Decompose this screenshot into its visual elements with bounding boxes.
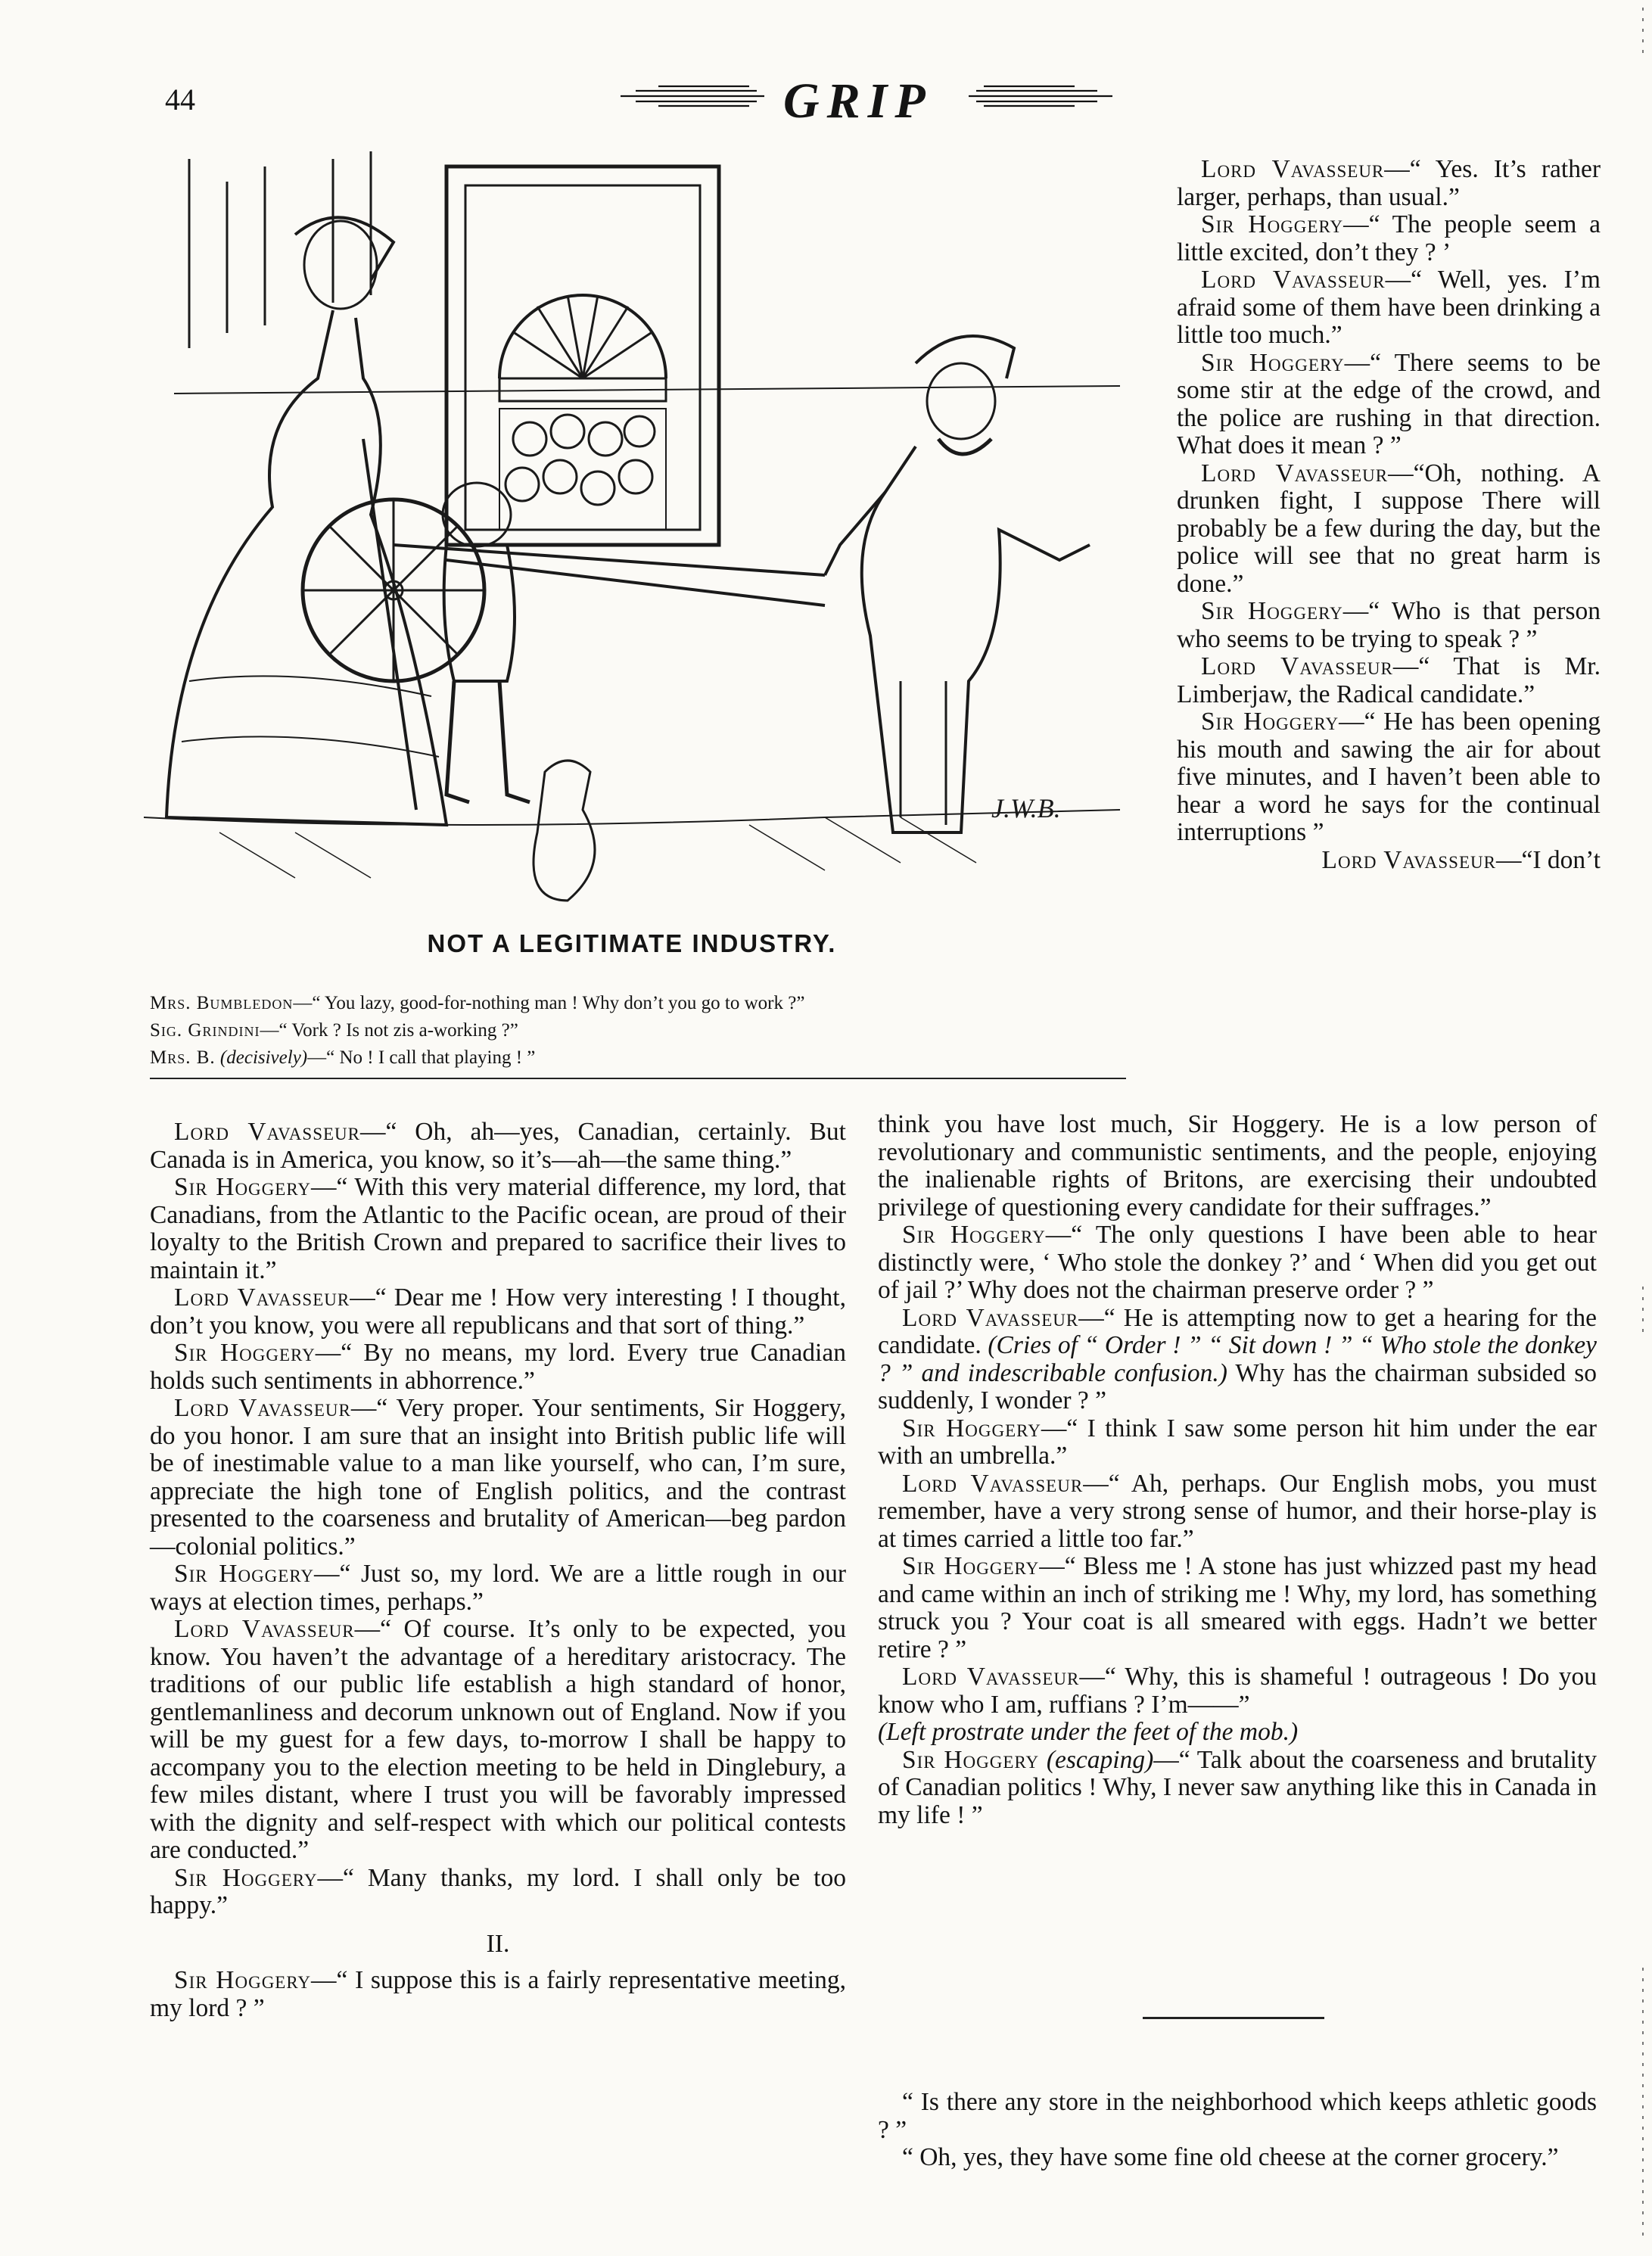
speaker-name: Sir Hoggery	[174, 1966, 312, 1994]
dialogue-paragraph	[1177, 708, 1601, 847]
speech-text: —“ Yes. It’s rather larger, perhaps, than usual.”	[1177, 155, 1601, 211]
caption-text: —“ You lazy, good-for-nothing man ! Why don’t you go to work ?”	[293, 993, 805, 1013]
joke-question: “ Is there any store in the neighborhood which keeps athletic goods ? ”	[878, 2088, 1597, 2144]
section-divider	[1143, 2017, 1324, 2019]
dialogue-paragraph	[150, 1119, 846, 1174]
speech-text: —“ Bless me ! A stone has just whizzed past my head and came within an inch of striking me ! Why, my lord, has something struck you ? Your coat is all smeared with eggs. Hadn’t we better retire ? ”	[878, 1552, 1597, 1663]
speaker-name: Lord Vavasseur	[174, 1394, 351, 1422]
caption-rule	[150, 1078, 1126, 1079]
right-column	[1177, 156, 1601, 874]
speaker-name: Sir Hoggery	[174, 1863, 318, 1892]
middle-column	[878, 1111, 1597, 1829]
speaker-name: Lord Vavasseur	[1201, 266, 1386, 294]
speaker-name: Sir Hoggery	[902, 1414, 1041, 1442]
artist-signature: J.W.B.	[991, 793, 1061, 823]
caption-speaker: Sig. Grindini	[150, 1020, 260, 1041]
speaker-name: Sir Hoggery	[1201, 348, 1345, 377]
joke-block	[878, 2089, 1597, 2172]
continuation-paragraph: think you have lost much, Sir Hoggery. He is a low person of revolutionary and communistic sentiments, and the people, enjoying the inalienable rights of Britons, are exercising their undoubted privilege of questioning every candidate for their suffrages.”	[878, 1110, 1597, 1221]
speaker-name: Sir Hoggery	[902, 1552, 1040, 1580]
dialogue-paragraph	[1177, 156, 1601, 211]
speaker-name: Lord Vavasseur	[174, 1118, 360, 1146]
dialogue-paragraph	[150, 1967, 846, 2022]
masthead-title: GRIP	[783, 73, 933, 129]
stage-direction: (Cries of “ Order ! ” “ Sit down ! ” “ Who stole the donkey ? ” and indescribable confusion.)	[878, 1331, 1597, 1387]
speaker-name: Sir Hoggery	[1201, 708, 1339, 736]
speaker-name: Lord Vavasseur	[174, 1615, 355, 1643]
dialogue-paragraph	[1177, 460, 1601, 599]
page-number: 44	[165, 82, 195, 117]
cartoon-title: NOT A LEGITIMATE INDUSTRY.	[427, 929, 837, 957]
speaker-name: Lord Vavasseur	[1201, 155, 1385, 183]
street-organ-illustration	[144, 151, 1120, 916]
speaker-name: Lord Vavasseur	[902, 1663, 1080, 1691]
left-column	[150, 1119, 846, 2022]
speaker-name: Sir Hoggery	[1201, 597, 1343, 625]
dialogue-paragraph	[150, 1865, 846, 1920]
speech-text: —“ The people seem a little excited, don’t they ? ’	[1177, 210, 1601, 266]
speaker-name: Lord Vavasseur	[902, 1469, 1084, 1498]
caption-speaker: Mrs. Bumbledon	[150, 993, 294, 1013]
speaker-name: Sir Hoggery	[174, 1560, 315, 1588]
joke-answer: “ Oh, yes, they have some fine old cheese at the corner grocery.”	[902, 2143, 1559, 2171]
speech-text: —“ Who is that person who seems to be trying to speak ? ”	[1177, 597, 1601, 653]
speaker-name: Sir Hoggery	[902, 1221, 1046, 1249]
speech-text: —“ Just so, my lord. We are a little rough in our ways at election times, perhaps.”	[150, 1560, 846, 1616]
dialogue-paragraph	[1177, 653, 1601, 708]
dialogue-paragraph	[150, 1284, 846, 1340]
dialogue-paragraph	[878, 1415, 1597, 1470]
speech-text: —“ He is attempting now to get a hearing for the candidate.	[878, 1303, 1597, 1359]
stage-direction	[878, 1719, 1597, 1747]
speech-text: —“Oh, nothing. A drunken fight, I suppose There will probably be a few during the day, but the police will see that no great harm is done.”	[1177, 459, 1601, 598]
speaker-name: Lord Vavasseur	[1201, 652, 1393, 680]
dialogue-paragraph	[878, 1747, 1597, 1830]
speaker-name: Sir Hoggery	[902, 1745, 1040, 1774]
speech-text: —“ By no means, my lord. Every true Canadian holds such sentiments in abhorrence.”	[150, 1339, 846, 1395]
speech-text: —“ Talk about the coarseness and brutality of Canadian politics ! Why, I never saw anything like this in Canada in my life ! ”	[878, 1745, 1597, 1829]
dialogue-paragraph	[150, 1616, 846, 1865]
dialogue-paragraph	[1177, 211, 1601, 266]
dialogue-paragraph	[878, 1553, 1597, 1663]
caption-text: —“ Vork ? Is not zis a-working ?”	[260, 1020, 518, 1041]
speech-text: —“ Of course. It’s only to be expected, you know. You haven’t the advantage of a hereditary aristocracy. The traditions of our public life establish a high standard of honor, gentlemanliness and decorum unknown out of England. Now if you will be my guest for a few days, to-morrow I shall be happy to accompany you to the election meeting to be held in Dinglebury, a few miles distant, where I trust you will be favorably impressed with the dignity and self-respect with which our political contests are conducted.”	[150, 1615, 846, 1864]
dialogue-paragraph	[150, 1395, 846, 1561]
caption-line-3	[150, 1047, 1126, 1069]
speech-text: —“ Very proper. Your sentiments, Sir Hoggery, do you honor. I am sure that an insight into British public life will be of inestimable value to a man like yourself, who can, I’m sure, appreciate the high tone of English politics, and the contrast presented to the coarseness and brutality of American—beg pardon—colonial politics.”	[150, 1394, 846, 1561]
speech-text: —“ Oh, ah—yes, Canadian, certainly. But Canada is in America, you know, so it’s—ah—the same thing.”	[150, 1118, 846, 1174]
speech-text: —“ Many thanks, my lord. I shall only be too happy.”	[150, 1863, 846, 1919]
dialogue-paragraph	[150, 1174, 846, 1284]
dialogue-paragraph	[1177, 266, 1601, 350]
caption-speaker: Mrs. B.	[150, 1047, 216, 1068]
dialogue-paragraph	[1177, 350, 1601, 460]
dialogue-paragraph	[878, 1663, 1597, 1719]
speaker-name: Sir Hoggery	[174, 1173, 312, 1201]
dialogue-paragraph	[1177, 847, 1601, 875]
speech-text: —“ With this very material difference, my lord, that Canadians, from the Atlantic to the Pacific ocean, are proud of their loyalty to the British Crown and prepared to sacrifice their lives to maintain it.”	[150, 1173, 846, 1284]
dialogue-paragraph	[150, 1340, 846, 1395]
caption-stage-direction: (decisively)	[219, 1047, 308, 1068]
speaker-name: Lord Vavasseur	[1201, 459, 1389, 487]
speech-text: —“ The only questions I have been able to hear distinctly were, ‘ Who stole the donkey ?’ and ‘ When did you get out of jail ?’ Why does not the chairman preserve order ? ”	[878, 1221, 1598, 1304]
page-edge-marks	[1637, 0, 1652, 2256]
speaker-name: Lord Vavasseur	[1321, 845, 1496, 874]
speech-text: —“I don’t	[1495, 845, 1601, 874]
caption-line-2	[150, 1020, 1126, 1041]
speech-text: —“ Dear me ! How very interesting ! I thought, don’t you know, you were all republicans and that sort of thing.”	[150, 1284, 846, 1340]
dialogue-paragraph	[878, 1305, 1597, 1415]
dialogue-paragraph	[878, 1470, 1597, 1554]
dialogue-paragraph	[878, 1221, 1597, 1305]
stage-direction: (escaping)	[1046, 1745, 1154, 1774]
dialogue-paragraph	[1177, 598, 1601, 653]
speaker-name: Lord Vavasseur	[174, 1284, 350, 1312]
speech-text: Why has the chairman subsided so suddenly, I wonder ? ”	[878, 1358, 1597, 1414]
speech-text: —“ He has been opening his mouth and sawing the air for about five minutes, and I haven’t been able to hear a word he says for the continual interruptions ”	[1177, 708, 1601, 846]
speech-text: —“ There seems to be some stir at the edge of the crowd, and the police are rushing in that direction. What does it mean ? ”	[1177, 348, 1601, 459]
speaker-name: Sir Hoggery	[1201, 210, 1344, 238]
caption-text: —“ No ! I call that playing ! ”	[307, 1047, 536, 1068]
speech-text: —“ I suppose this is a fairly representative meeting, my lord ? ”	[150, 1966, 847, 2022]
speech-text: —“ Why, this is shameful ! outrageous ! Do you know who I am, ruffians ? I’m——”	[878, 1663, 1597, 1719]
stage-direction-text: (Left prostrate under the feet of the mob.)	[878, 1718, 1299, 1746]
speaker-name: Lord Vavasseur	[902, 1303, 1079, 1332]
speech-text: —“ That is Mr. Limberjaw, the Radical candidate.”	[1177, 652, 1601, 708]
section-number: II.	[486, 1929, 510, 1958]
speaker-name: Sir Hoggery	[174, 1339, 316, 1367]
speech-text: —“ Ah, perhaps. Our English mobs, you must remember, have a very strong sense of humor, and their horse-play is at times carried a little too far.”	[878, 1469, 1597, 1553]
speech-text: —“ I think I saw some person hit him under the ear with an umbrella.”	[878, 1414, 1597, 1470]
speech-text: —“ Well, yes. I’m afraid some of them have been drinking a little too much.”	[1177, 266, 1601, 349]
caption-line-1	[150, 993, 1126, 1014]
dialogue-paragraph	[150, 1561, 846, 1616]
